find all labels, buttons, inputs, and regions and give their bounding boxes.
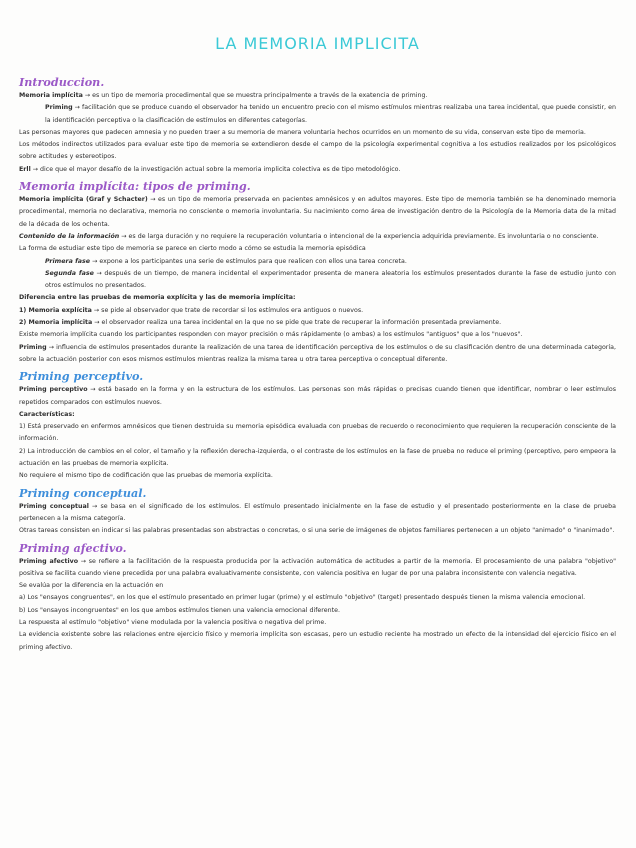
heading-priming-perceptivo: Priming perceptivo.: [19, 369, 144, 384]
page-title: LA MEMORIA IMPLICITA: [215, 34, 420, 53]
paragraph: La respuesta al estímulo "objetivo" viene modulada por la valencia positiva o negativa del prime.: [19, 618, 327, 626]
heading-introduccion: Introduccion.: [19, 75, 105, 89]
term: Segunda fase: [45, 269, 94, 277]
text: → es un tipo de memoria preservada en pacientes amnésicos y en adultos mayores. Este tipo de memoria también se ha denominado memoria procedimental, memoria no declarativa, memoria no consciente o memoria involuntaria. Su nacimiento como área de investigación dentro de la Psicología de la Memoria data de la mitad de la década de los ochenta.: [19, 196, 616, 228]
paragraph: [19, 409, 616, 421]
paragraph: [19, 292, 616, 304]
paragraph: [19, 384, 616, 409]
paragraph: La forma de estudiar este tipo de memoria se parece en cierto modo a cómo se estudia la memoria episódica: [19, 245, 366, 253]
term: Priming perceptivo: [19, 386, 88, 394]
term: Priming afectivo: [19, 557, 79, 565]
paragraph: 1) Está preservado en enfermos amnésicos que tienen destruida su memoria episódica evaluada con pruebas de recuerdo o reconocimiento que requieren la recuperación consciente de la información.: [19, 423, 616, 443]
paragraph: Se evalúa por la diferencia en la actuación en: [19, 582, 164, 590]
paragraph: Otras tareas consisten en indicar si las palabras presentadas son abstractas o concretas, o si una serie de imágenes de objetos familiares pertenecen a un objeto "animado" o "inanimado".: [19, 527, 615, 535]
text: → después de un tiempo, de manera incidental el experimentador presenta de manera aleatoria los estímulos presentados durante la fase de estudio junto con otros estímulos no presentados.: [45, 269, 616, 290]
paragraph: [19, 256, 616, 268]
text: → dice que el mayor desafío de la investigación actual sobre la memoria implicita colectiva es de tipo metodológico.: [30, 165, 401, 173]
paragraph: [19, 102, 616, 127]
paragraph: [19, 305, 616, 317]
text: → facilitación que se produce cuando el observador ha tenido un encuentro precio con el mismo estímulos mientras realizaba una tarea incidental, que puede consistir, en la identificación perceptiva o la clasificación de estímulos en diferentes categorías.: [45, 104, 616, 124]
term: Primera fase: [45, 257, 91, 265]
term: 1) Memoria explícita: [19, 306, 92, 314]
paragraph: [19, 268, 616, 293]
paragraph: Existe memoria implícita cuando los participantes responden con mayor precisión o más rápidamente (o ambas) a los estímulos "antiguos" que a los "nuevos".: [19, 331, 523, 339]
text: → se refiere a la facilitación de la respuesta producida por la activación automática de actitudes a partir de la memoria. El procesamiento de una palabra "objetivo" positiva se facilita cuando viene precedida por una palabra evaluativamente consistente, con valencia positiva en lugar de por una palabra inconsistente con valencia negativa.: [19, 557, 617, 577]
term: Diferencia entre las pruebas de memoria explícita y las de memoria implícita:: [19, 294, 296, 302]
paragraph: [19, 501, 616, 526]
paragraph: [19, 90, 616, 102]
paragraph: [19, 164, 616, 176]
term: 2) Memoria implícita: [19, 319, 93, 327]
heading-priming-afectivo: Priming afectivo.: [19, 540, 127, 555]
text: → el observador realiza una tarea incidental en la que no se pide que trate de recuperar la información presentada previamente.: [92, 319, 502, 327]
paragraph: 2) La introducción de cambios en el color, el tamaño y la reflexión derecha-izquierda, o el contraste de los estímulos en la fase de prueba no reduce el priming (perceptivo, pero empeora la actuación en las pruebas de memoria explícita.: [19, 447, 616, 468]
paragraph: b) Los "ensayos incongruentes" en los que ambos estímulos tienen una valencia emocional diferente.: [19, 606, 340, 614]
paragraph: [19, 342, 616, 367]
text: → se basa en el significado de los estímulos. El estímulo presentado inicialmente en la fase de estudio y el presentado posteriormente en la clase de prueba pertenecen a la misma categoría.: [19, 502, 617, 522]
text: → está basado en la forma y en la estructura de los estímulos. Las personas son más rápidas o precisas cuando tienen que identificar, nombrar o leer estímulos repetidos comparados con estímulos nuevos.: [19, 386, 616, 406]
term: Erll: [19, 165, 31, 173]
paragraph: Los métodos indirectos utilizados para evaluar este tipo de memoria se extendieron desde el campo de la psicología experimental cognitiva a los estudios realizados por los psicológicos sobre actitudes y estereotipos.: [19, 141, 616, 161]
text: → es un tipo de memoria procedimental que se muestra principalmente a través de la exatencia de priming.: [82, 92, 428, 99]
term: Priming: [45, 104, 73, 112]
paragraph: La evidencia existente sobre las relaciones entre ejercicio físico y memoria implícita son escasas, pero un estudio reciente ha mostrado un efecto de la intensidad del ejercicio físico en el priming afectivo.: [19, 631, 616, 651]
text: → influencia de estímulos presentados durante la realización de una tarea de identificación perceptiva de los estímulos o de su clasificación dentro de una determinada categoría, sobre la actuación posterior con esos mismos estímulos mientras realiza la misma tarea u otra tarea perceptiva o conceptual diferente.: [19, 343, 616, 363]
paragraph: Las personas mayores que padecen amnesia y no pueden traer a su memoria de manera voluntaria hechos ocurridos en un momento de su vida, conservan este tipo de memoria.: [19, 128, 586, 136]
paragraph: [19, 194, 616, 231]
term: Características:: [19, 410, 75, 418]
paragraph: [19, 556, 616, 581]
term: Priming: [19, 343, 47, 351]
paragraph: [19, 317, 616, 329]
paragraph: No requiere el mismo tipo de codificación que las pruebas de memoria explícita.: [19, 472, 273, 480]
heading-priming-conceptual: Priming conceptual.: [19, 485, 147, 500]
text: → se pide al observador que trate de recordar si los estímulos era antiguos o nuevos.: [91, 306, 364, 314]
term: Memoria implícita (Graf y Schacter): [19, 196, 148, 204]
term: Memoria implícita: [19, 92, 83, 99]
term: Contenido de la información: [19, 232, 120, 240]
paragraph: a) Los "ensayos congruentes", en los que el estímulo presentado en primer lugar (prime) y el estímulo "objetivo" (target) presentado después tienen la misma valencia emocional.: [19, 594, 586, 602]
heading-tipos-priming: Memoria implícita: tipos de priming.: [19, 179, 251, 194]
paragraph: [19, 231, 616, 243]
term: Priming conceptual: [19, 502, 89, 510]
text: → es de larga duración y no requiere la recuperación voluntaria o intencional de la experiencia adquirida previamente. Es involuntaria o no consciente.: [119, 232, 599, 240]
text: → expone a los participantes una serie de estímulos para que realicen con ellos una tarea concreta.: [90, 257, 407, 265]
